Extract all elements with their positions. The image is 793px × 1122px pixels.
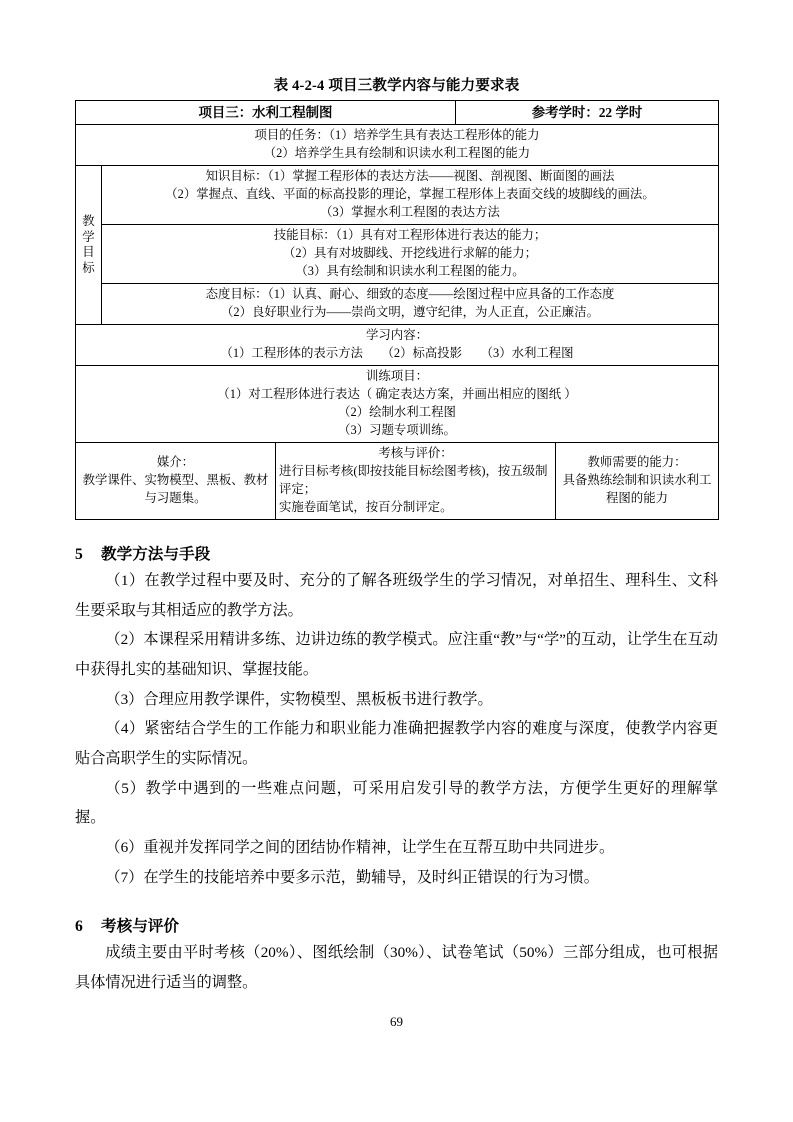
- attitude-line: （2）良好职业行为——崇尚文明，遵守纪律，为人正直，公正廉洁。: [221, 305, 599, 320]
- teaching-goal-label: 教 学 目 标: [76, 166, 102, 325]
- teacher-ability-cell: [556, 443, 719, 520]
- table-caption: 表 4-2-4 项目三教学内容与能力要求表: [273, 78, 520, 94]
- table-row: [76, 443, 719, 520]
- assessment-line: 实施卷面笔试，按百分制评定。: [279, 500, 453, 515]
- content-line: 学习内容：: [366, 328, 428, 343]
- training-line: （3）习题专项训练。: [338, 423, 456, 438]
- knowledge-line: （2）掌握点、直线、平面的标高投影的理论，掌握工程形体上表面交线的坡脚线的画法。: [165, 187, 655, 202]
- project-task-cell: [76, 125, 719, 166]
- training-line: （2）绘制水利工程图: [338, 405, 456, 420]
- teacher-title: 教师需要的能力：: [587, 455, 687, 470]
- paragraph: （6）重视并发挥同学之间的团结协作精神，让学生在互帮互助中共同进步。: [105, 838, 615, 856]
- hours-cell: 参考学时：22 学时: [456, 101, 719, 125]
- training-project-cell: [76, 366, 719, 443]
- skill-goal-cell: [102, 225, 719, 284]
- knowledge-goal-cell: [102, 166, 719, 225]
- table-row: [76, 225, 719, 284]
- section-heading-6: [75, 914, 718, 936]
- attitude-line: 态度目标：（1）认真、耐心、细致的态度——绘图过程中应具备的工作态度: [205, 287, 615, 302]
- table-row: [76, 325, 719, 366]
- section-number: 6: [75, 918, 83, 936]
- teacher-text: 具备熟练绘制和识读水利工程图的能力: [562, 473, 712, 506]
- media-text: 教学课件、实物模型、黑板、教材与习题集。: [82, 473, 269, 506]
- section-title: 教学方法与手段: [101, 546, 211, 564]
- training-line: （1）对工程形体进行表达（ 确定表达方案，并画出相应的图纸 ）: [217, 387, 577, 402]
- paragraph: （1）在教学过程中要及时、充分的了解各班级学生的学习情况，对单招生、理科生、文科生要采取与其相适应的教学方法。: [75, 572, 718, 619]
- task-line: （2）培养学生具有绘制和识读水利工程图的能力: [263, 146, 531, 161]
- table-row: [76, 366, 719, 443]
- skill-line: 技能目标：（1）具有对工程形体进行表达的能力；: [273, 228, 547, 243]
- paragraph: （4）紧密结合学生的工作能力和职业能力准确把握教学内容的难度与深度，使教学内容更贴合高职学生的实际情况。: [75, 720, 718, 767]
- section-heading-5: [75, 542, 718, 564]
- assessment-title: 考核与评价：: [378, 446, 453, 461]
- paragraph: 成绩主要由平时考核（20%）、图纸绘制（30%）、试卷笔试（50%）三部分组成，也可根据具体情况进行适当的调整。: [75, 944, 718, 991]
- section-number: 5: [75, 546, 83, 564]
- media-title: 媒介：: [156, 455, 195, 470]
- table-row: [76, 166, 719, 225]
- assessment-line: 进行目标考核(即按技能目标绘图考核)，按五级制评定；: [279, 464, 548, 497]
- task-line: 项目的任务：（1）培养学生具有表达工程形体的能力: [254, 128, 540, 143]
- learning-content-cell: [76, 325, 719, 366]
- table-row: [76, 101, 719, 125]
- table-row: [76, 284, 719, 325]
- knowledge-line: （3）掌握水利工程图的表达方法: [320, 205, 500, 220]
- paragraph: （2）本课程采用精讲多练、边讲边练的教学模式。应注重“教”与“学”的互动，让学生在互动中获得扎实的基础知识、掌握技能。: [75, 631, 718, 679]
- table-row: [76, 125, 719, 166]
- teaching-content-table: [75, 100, 719, 520]
- media-cell: [76, 443, 276, 520]
- skill-line: （2）具有对坡脚线、开挖线进行求解的能力；: [283, 246, 538, 261]
- page-number: 69: [390, 1014, 403, 1029]
- content-line: （1）工程形体的表示方法 （2）标高投影 （3）水利工程图: [220, 346, 574, 361]
- paragraph: （7）在学生的技能培养中要多示范，勤辅导，及时纠正错误的行为习惯。: [105, 868, 599, 886]
- project-title-cell: 项目三：水利工程制图: [76, 101, 456, 125]
- knowledge-line: 知识目标：（1）掌握工程形体的表达方法——视图、剖视图、断面图的画法: [205, 169, 615, 184]
- paragraph: （3）合理应用教学课件，实物模型、黑板板书进行教学。: [105, 690, 493, 708]
- training-line: 训练项目：: [366, 369, 428, 384]
- attitude-goal-cell: [102, 284, 719, 325]
- assessment-cell: [276, 443, 556, 520]
- skill-line: （3）具有绘制和识读水利工程图的能力。: [295, 264, 525, 279]
- paragraph: （5）教学中遇到的一些难点问题，可采用启发引导的教学方法，方便学生更好的理解掌握。: [75, 779, 718, 827]
- section-title: 考核与评价: [101, 918, 179, 936]
